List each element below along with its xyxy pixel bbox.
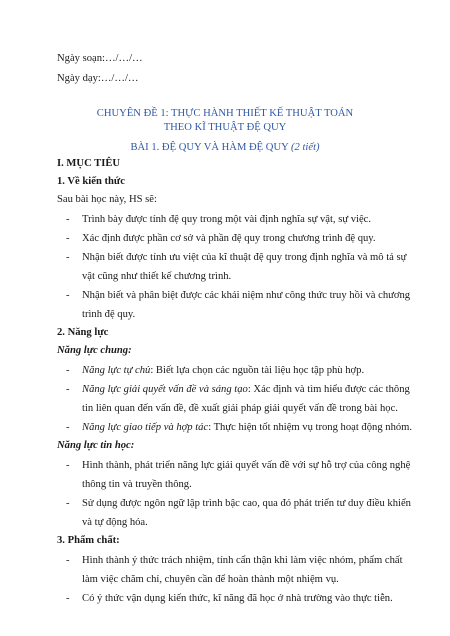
bullet-dash: - (66, 233, 70, 244)
kt-item-2: Xác định được phần cơ sở và phần đệ quy trong chương trình đệ quy. (82, 233, 376, 244)
pc-item-1-cont: làm việc chăm chỉ, chuyên cần để hoàn thành một nhiệm vụ. (82, 574, 339, 585)
nl-th-item-1: Hình thành, phát triển năng lực giải quyết vấn đề với sự hỗ trợ của công nghệ (82, 460, 411, 471)
nl-th-item-2: Sử dụng được ngôn ngữ lập trình bậc cao, qua đó phát triển tư duy điều khiển (82, 498, 411, 509)
nl-chung-item-2-cont: tin liên quan đến vấn đề, đề xuất giải pháp giải quyết vấn đề trong bài học. (82, 403, 398, 414)
heading-kien-thuc: 1. Về kiến thức (57, 176, 125, 187)
bullet-dash: - (66, 555, 70, 566)
pc-item-1: Hình thành ý thức trách nhiệm, tính cẩn thận khi làm việc nhóm, phẩm chất (82, 555, 403, 566)
nl-chung-item-2 (82, 383, 410, 396)
kt-item-4: Nhận biết và phân biệt được các khái niệm như công thức truy hồi và chương (82, 290, 411, 301)
lesson-title (0, 141, 450, 154)
title-line-2: THEO KĨ THUẬT ĐỆ QUY (163, 122, 287, 133)
bullet-dash: - (66, 422, 70, 433)
kt-item-3: Nhận biết được tính ưu việt của kĩ thuật đệ quy trong định nghĩa và mô tả sự (82, 252, 407, 263)
bullet-dash: - (66, 214, 70, 225)
bullet-dash: - (66, 290, 70, 301)
nl-chung-label-3: Năng lực giao tiếp và hợp tác (82, 422, 209, 433)
heading-muc-tieu: I. MỤC TIÊU (57, 158, 121, 169)
intro-text: Sau bài học này, HS sẽ: (57, 194, 157, 205)
nl-chung-text-2: : Xác định và tìm hiểu được các thông (247, 384, 410, 395)
lesson-duration: (2 tiết) (291, 142, 320, 153)
bullet-dash: - (66, 498, 70, 509)
ngay-soan: Ngày soạn:…/…/… (57, 53, 143, 64)
nl-th-item-1-cont: thông tin và truyền thông. (82, 479, 192, 490)
title-line-1: CHUYÊN ĐỀ 1: THỰC HÀNH THIẾT KẾ THUẬT TOÁN (96, 108, 354, 119)
nl-chung-label-1: Năng lực tự chủ (82, 365, 151, 376)
kt-item-1: Trình bày được tính đệ quy trong một vài định nghĩa sự vật, sự việc. (82, 214, 372, 225)
bullet-dash: - (66, 593, 70, 604)
nl-chung-item-1 (82, 364, 364, 377)
heading-nl-chung: Năng lực chung: (57, 345, 132, 356)
ngay-day: Ngày dạy:…/…/… (57, 73, 139, 84)
heading-nang-luc: 2. Năng lực (57, 327, 109, 338)
nl-chung-text-1: : Biết lựa chọn các nguồn tài liệu học tập phù hợp. (150, 365, 365, 376)
bullet-dash: - (66, 460, 70, 471)
heading-nl-tin-hoc: Năng lực tin học: (57, 440, 135, 451)
bullet-dash: - (66, 384, 70, 395)
nl-th-item-2-cont: và tự động hóa. (82, 517, 148, 528)
kt-item-3-cont: vật cũng như thiết kế chương trình. (82, 271, 232, 282)
lesson-name: BÀI 1. ĐỆ QUY VÀ HÀM ĐỆ QUY (130, 142, 289, 153)
nl-chung-label-2: Năng lực giải quyết vấn đề và sáng tạo (82, 384, 248, 395)
heading-pham-chat: 3. Phẩm chất: (57, 535, 120, 546)
bullet-dash: - (66, 365, 70, 376)
bullet-dash: - (66, 252, 70, 263)
pc-item-2: Có ý thức vận dụng kiến thức, kĩ năng đã học ở nhà trường vào thực tiễn. (82, 593, 393, 604)
nl-chung-text-3: : Thực hiện tốt nhiệm vụ trong hoạt động nhóm. (208, 422, 413, 433)
nl-chung-item-3 (82, 421, 412, 434)
kt-item-4-cont: trình đệ quy. (82, 309, 136, 320)
